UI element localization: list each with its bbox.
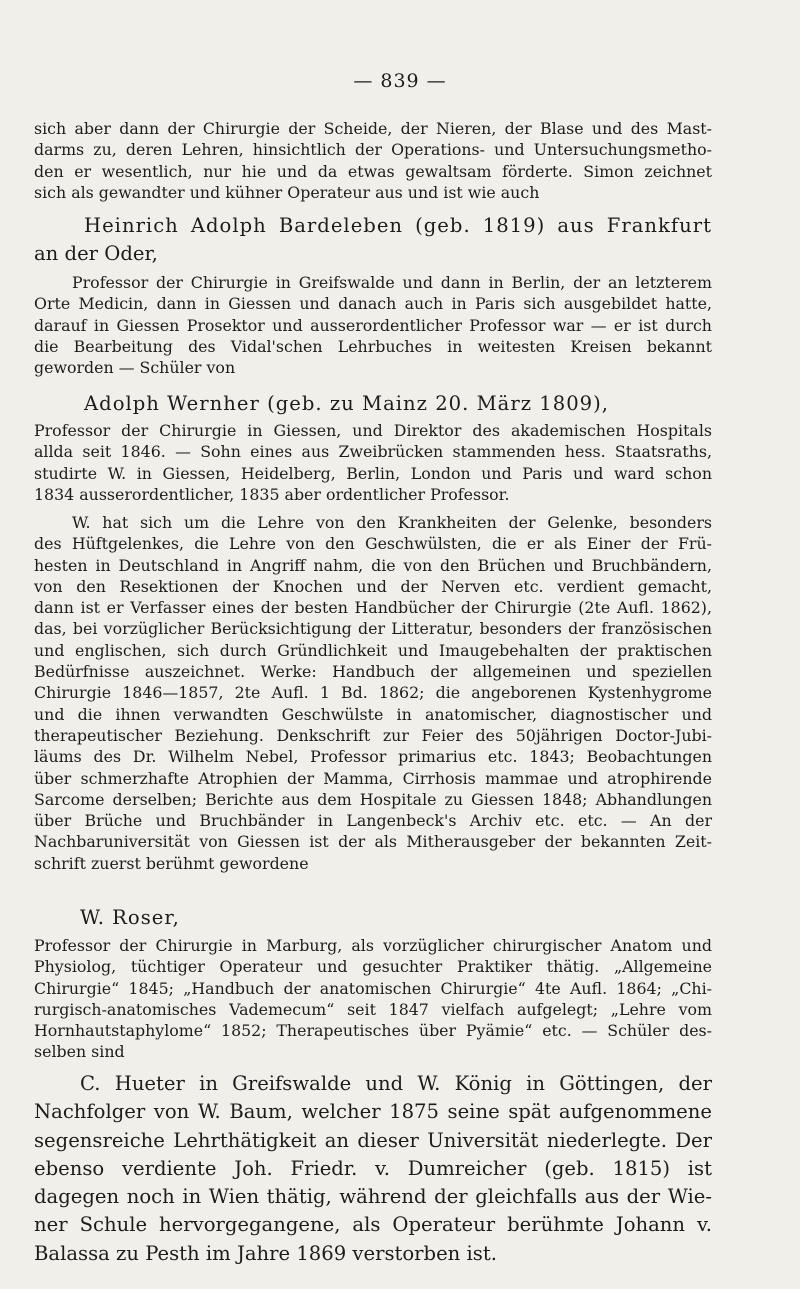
text-line: darauf in Giessen Prosektor und ausserordentlicher Professor war — er ist durch: [34, 315, 712, 335]
text-line: allda seit 1846. — Sohn eines aus Zweibrücken stammenden hess. Staatsraths,: [34, 442, 712, 462]
text-line: Physiolog, tüchtiger Operateur und gesuchter Praktiker thätig. „Allgemeine: [34, 957, 712, 977]
text-line: über Brüche und Bruchbänder in Langenbeck's Archiv etc. etc. — An der: [34, 811, 712, 831]
wernher-heading: [34, 390, 712, 418]
intro-paragraph: [34, 118, 712, 203]
roser-heading: [34, 904, 712, 932]
heading-line: Heinrich Adolph Bardeleben (geb. 1819) aus Frankfurt: [84, 214, 712, 237]
text-line: segensreiche Lehrthätigkeit an dieser Universität niederlegte. Der: [34, 1128, 712, 1152]
closing-paragraph: [34, 1070, 712, 1268]
text-line: rurgisch-anatomisches Vademecum“ seit 1847 vielfach aufgelegt; „Lehre vom: [34, 999, 712, 1019]
bardeleben-paragraph: [34, 272, 712, 378]
text-line: Nachbaruniversität von Giessen ist der als Mitherausgeber der bekannten Zeit-: [34, 832, 712, 852]
text-line: Balassa zu Pesth im Jahre 1869 verstorben ist.: [34, 1241, 497, 1265]
text-line: Bedürfnisse auszeichnet. Werke: Handbuch der allgemeinen und speziellen: [34, 662, 712, 682]
text-line: den er wesentlich, nur hie und da etwas gewaltsam förderte. Simon zeichnet: [34, 161, 712, 181]
text-line: darms zu, deren Lehren, hinsichtlich der Operations- und Untersuchungsmetho-: [34, 140, 712, 160]
text-line: dagegen noch in Wien thätig, während der gleichfalls aus der Wie-: [34, 1185, 712, 1209]
text-line: Nachfolger von W. Baum, welcher 1875 seine spät aufgenommene: [34, 1100, 712, 1124]
text-line: 1834 ausserordentlicher, 1835 aber ordentlicher Professor.: [34, 484, 510, 504]
text-line: dann ist er Verfasser eines der besten Handbücher der Chirurgie (2te Aufl. 1862),: [34, 598, 712, 618]
text-line: von den Resektionen der Knochen und der Nerven etc. verdient gemacht,: [34, 576, 712, 596]
text-line: ebenso verdiente Joh. Friedr. v. Dumreicher (geb. 1815) ist: [34, 1156, 712, 1180]
text-line: und die ihnen verwandten Geschwülste in anatomischer, diagnostischer und: [34, 704, 712, 724]
text-line: des Hüftgelenkes, die Lehre von den Geschwülsten, die er als Einer der Frü-: [34, 534, 712, 554]
text-line: Chirurgie 1846—1857, 2te Aufl. 1 Bd. 1862; die angeborenen Kystenhygrome: [34, 683, 712, 703]
text-line: C. Hueter in Greifswalde und W. König in Göttingen, der: [80, 1072, 712, 1095]
text-line: und englischen, sich durch Gründlichkeit und Imaugebehalten der praktischen: [34, 640, 712, 660]
text-line: selben sind: [34, 1042, 125, 1062]
text-line: Professor der Chirurgie in Greifswalde und dann in Berlin, der an letzterem: [72, 273, 712, 292]
text-line: geworden — Schüler von: [34, 358, 236, 378]
text-line: Orte Medicin, dann in Giessen und danach auch in Paris sich ausgebildet hatte,: [34, 294, 712, 314]
text-line: ner Schule hervorgegangene, als Operateur berühmte Johann v.: [34, 1213, 712, 1237]
text-line: sich als gewandter und kühner Operateur aus und ist wie auch: [34, 182, 540, 202]
text-line: hesten in Deutschland in Angriff nahm, die von den Brüchen und Bruchbändern,: [34, 555, 712, 575]
text-line: die Bearbeitung des Vidal'schen Lehrbuches in weitesten Kreisen bekannt: [34, 336, 712, 356]
wernher-works-paragraph: [34, 512, 712, 874]
heading-line: Adolph Wernher (geb. zu Mainz 20. März 1809),: [84, 392, 609, 415]
text-line: schrift zuerst berühmt gewordene: [34, 853, 309, 873]
page-number: — 839 —: [353, 70, 447, 92]
heading-line: W. Roser,: [80, 906, 180, 929]
text-line: Chirurgie“ 1845; „Handbuch der anatomischen Chirurgie“ 4te Aufl. 1864; „Chi-: [34, 978, 712, 998]
text-line: über schmerzhafte Atrophien der Mamma, Cirrhosis mammae und atrophirende: [34, 768, 712, 788]
text-line: studirte W. in Giessen, Heidelberg, Berlin, London und Paris und ward schon: [34, 463, 712, 483]
text-line: therapeutischer Beziehung. Denkschrift zur Feier des 50jährigen Doctor-Jubi-: [34, 725, 712, 745]
wernher-paragraph: [34, 420, 712, 505]
text-line: das, bei vorzüglicher Berücksichtigung der Litteratur, besonders der französischen: [34, 619, 712, 639]
roser-paragraph: [34, 935, 712, 1063]
bardeleben-heading: [34, 212, 712, 269]
text-line: sich aber dann der Chirurgie der Scheide, der Nieren, der Blase und des Mast-: [34, 119, 712, 138]
text-line: Professor der Chirurgie in Marburg, als vorzüglicher chirurgischer Anatom und: [34, 936, 712, 955]
text-line: läums des Dr. Wilhelm Nebel, Professor primarius etc. 1843; Beobachtungen: [34, 747, 712, 767]
text-line: Sarcome derselben; Berichte aus dem Hospitale zu Giessen 1848; Abhandlungen: [34, 789, 712, 809]
text-line: W. hat sich um die Lehre von den Krankheiten der Gelenke, besonders: [72, 513, 712, 532]
heading-line: an der Oder,: [34, 242, 158, 266]
text-line: Hornhautstaphylome“ 1852; Therapeutisches über Pyämie“ etc. — Schüler des-: [34, 1021, 712, 1041]
text-line: Professor der Chirurgie in Giessen, und Direktor des akademischen Hospitals: [34, 421, 712, 440]
